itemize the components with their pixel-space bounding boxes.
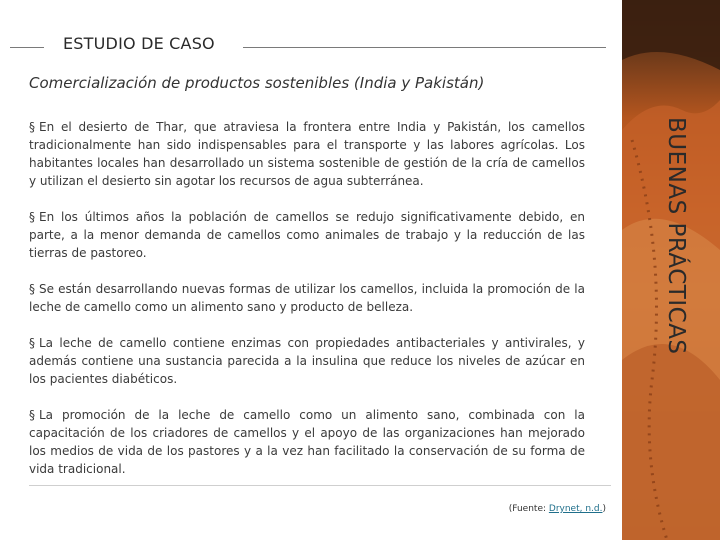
header-rule-right [243, 47, 606, 48]
source-citation [509, 504, 606, 514]
paragraph-text: Se están desarrollando nuevas formas de utilizar los camellos, incluida la promoción de la leche de camello como un alimento sano y producto de belleza. [29, 282, 585, 314]
side-banner-label: BUENAS PRÁCTICAS [663, 117, 689, 355]
source-link[interactable]: Drynet, n.d. [548, 504, 603, 514]
paragraph [29, 118, 585, 190]
source-suffix: ) [602, 504, 606, 514]
bullet-icon: § [29, 336, 35, 350]
section-title: ESTUDIO DE CASO [63, 34, 215, 53]
bullet-icon: § [29, 120, 35, 134]
source-prefix: (Fuente: [508, 504, 549, 514]
case-study-subtitle: Comercialización de productos sostenibles (India y Pakistán) [29, 74, 485, 92]
paragraph [29, 334, 585, 388]
paragraph [29, 208, 585, 262]
paragraph [29, 406, 585, 478]
bullet-icon: § [29, 282, 35, 296]
bullet-icon: § [29, 408, 35, 422]
paragraph-text: La promoción de la leche de camello como un alimento sano, combinada con la capacitación de los criadores de camellos y el apoyo de las organizaciones han mejorado los medios de vida de los pastores y a la vez han facilitado la conservación de su forma de vida tradicional. [29, 408, 585, 476]
footer-divider [29, 485, 611, 486]
case-study-body [29, 118, 585, 496]
paragraph-text: En los últimos años la población de camellos se redujo significativamente debido, en parte, a la menor demanda de camellos como animales de trabajo y la reducción de las tierras de pastoreo. [29, 210, 585, 260]
bullet-icon: § [29, 210, 35, 224]
paragraph [29, 280, 585, 316]
header-rule-left [10, 47, 44, 48]
paragraph-text: En el desierto de Thar, que atraviesa la frontera entre India y Pakistán, los camellos tradicionalmente han sido indispensables para el transporte y las labores agrícolas. Los habitantes locales han desarrollado un sistema sostenible de gestión de la cría de camellos y utilizan el desierto sin agotar los recursos de agua subterránea. [29, 120, 585, 188]
paragraph-text: La leche de camello contiene enzimas con propiedades antibacteriales y antivirales, y además contiene una sustancia parecida a la insulina que reduce los niveles de azúcar en los pacientes diabéticos. [29, 336, 585, 386]
